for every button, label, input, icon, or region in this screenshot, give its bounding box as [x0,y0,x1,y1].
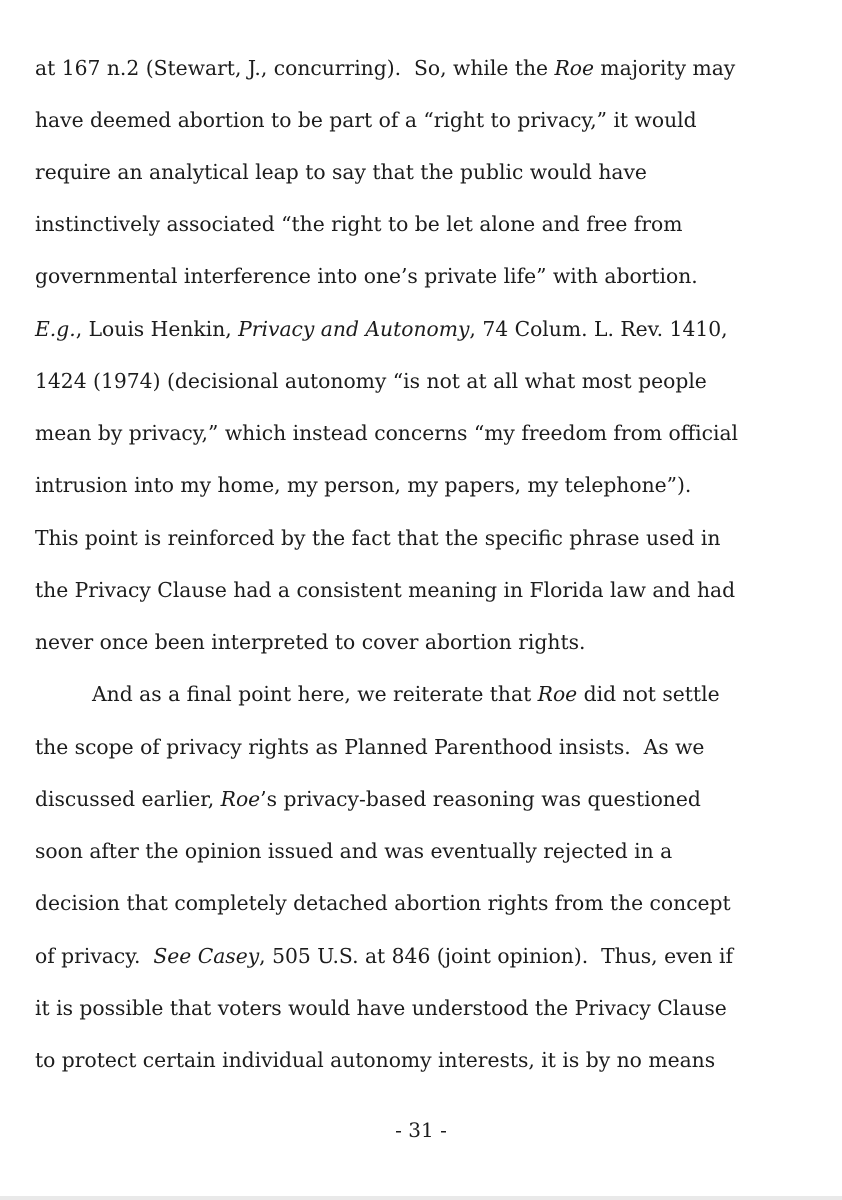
text-line [35,55,735,81]
text-segment: intrusion into my home, my person, my papers, my telephone”). [35,473,692,497]
italic-text: Privacy and Autonomy [238,317,470,341]
text-line [35,211,683,237]
text-line [35,525,720,551]
text-line [35,472,691,498]
text-line [35,1047,715,1073]
text-segment: , 505 U.S. at 846 (joint opinion). Thus, even if [259,944,734,968]
text-line [35,316,728,342]
text-segment: never once been interpreted to cover abortion rights. [35,630,586,654]
text-line [35,995,727,1021]
page-number: - 31 - [395,1118,447,1142]
text-line [35,577,735,603]
italic-text: E.g. [35,317,76,341]
text-segment: ’s privacy-based reasoning was questioned [260,787,701,811]
text-segment: , Louis Henkin, [75,317,239,341]
text-line [35,263,698,289]
text-line [35,629,585,655]
text-segment: This point is reinforced by the fact that the specific phrase used in [35,526,721,550]
text-segment: 1424 (1974) (decisional autonomy “is not at all what most people [35,369,707,393]
text-segment: instinctively associated “the right to be let alone and free from [35,212,683,236]
italic-text: Roe [220,787,261,811]
text-segment: discussed earlier, [35,787,221,811]
text-line [35,159,647,185]
text-segment: the scope of privacy rights as Planned Parenthood insists. As we [35,735,705,759]
text-segment: mean by privacy,” which instead concerns “my freedom from official [35,421,739,445]
text-segment: decision that completely detached abortion rights from the concept [35,891,731,915]
text-segment: have deemed abortion to be part of a “right to privacy,” it would [35,108,697,132]
italic-text: Roe [537,682,578,706]
text-segment: did not settle [577,682,720,706]
text-line [92,681,720,707]
text-segment: governmental interference into one’s private life” with abortion. [35,264,698,288]
text-segment: , 74 Colum. L. Rev. 1410, [469,317,728,341]
italic-text: Roe [554,56,594,80]
text-segment: the Privacy Clause had a consistent meaning in Florida law and had [35,578,736,602]
text-segment: require an analytical leap to say that the public would have [35,160,647,184]
text-line [35,943,733,969]
text-segment: to protect certain individual autonomy interests, it is by no means [35,1048,716,1072]
text-line [35,107,697,133]
text-line [35,786,701,812]
text-segment: of privacy. [35,944,154,968]
text-line [35,890,731,916]
text-line [35,368,707,394]
italic-text: See Casey [153,944,260,968]
text-segment: majority may [593,56,736,80]
text-line [35,734,704,760]
text-line [35,838,672,864]
text-line [35,420,738,446]
text-segment: soon after the opinion issued and was eventually rejected in a [35,839,673,863]
text-segment: at 167 n.2 (Stewart, J., concurring). So, while the [35,56,555,80]
page-bottom-edge [0,1196,842,1200]
text-segment: it is possible that voters would have understood the Privacy Clause [35,996,727,1020]
text-segment: And as a final point here, we reiterate that [92,682,538,706]
